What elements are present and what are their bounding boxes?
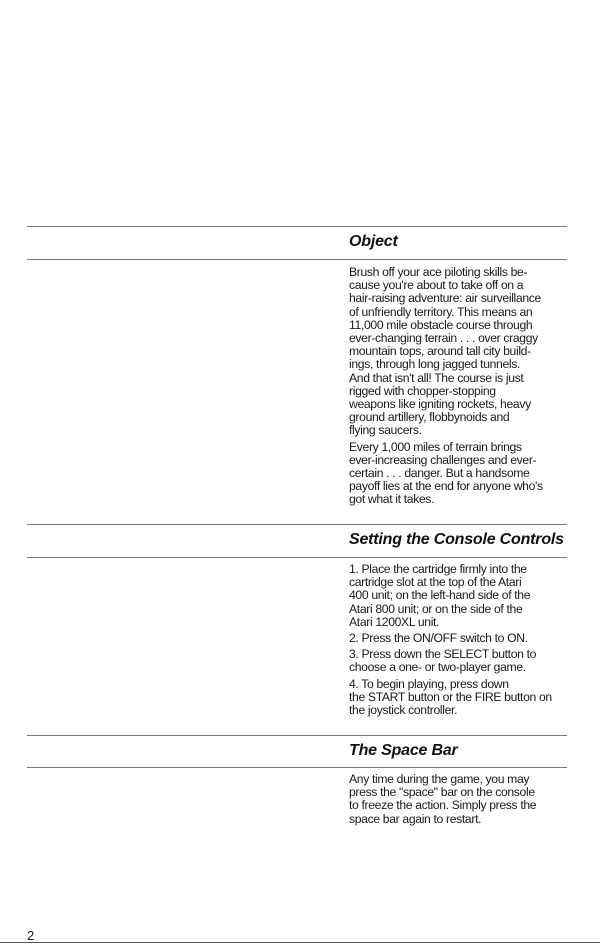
section-rule-bottom (27, 767, 567, 768)
text-line: Any time during the game, you may (349, 772, 530, 786)
text-line: 2. Press the ON/OFF switch to ON. (349, 631, 528, 646)
text-line: got what it takes. (349, 492, 435, 507)
text-line: And that isn't all! The course is just (349, 370, 524, 385)
text-line: choose a one- or two-player game. (349, 660, 526, 675)
text-line: 4. To begin playing, press down (349, 676, 509, 691)
text-line: mountain tops, around tall city build- (349, 344, 531, 359)
text-line: space bar again to restart. (349, 811, 482, 826)
text-line: 11,000 mile obstacle course through (349, 317, 533, 332)
section-rule-bottom (27, 557, 567, 558)
text-line: of unfriendly territory. This means an (349, 304, 533, 319)
page-bottom-rule (0, 942, 600, 943)
paragraph (349, 441, 575, 507)
text-line: flying saucers. (349, 423, 422, 438)
list-item (349, 563, 575, 629)
section-heading-space-bar: The Space Bar (349, 742, 458, 759)
text-line: 1. Place the cartridge firmly into the (349, 562, 527, 576)
list-item (349, 632, 575, 645)
page-number: 2 (27, 928, 35, 943)
section-body-object (349, 266, 575, 507)
list-item (349, 648, 575, 674)
section-rule-top (27, 524, 567, 525)
section-heading-console-controls: Setting the Console Controls (349, 531, 564, 548)
text-line: ground artillery, flobbynoids and (349, 410, 510, 425)
paragraph (349, 773, 575, 826)
section-rule-bottom (27, 259, 567, 260)
section-rule-top (27, 735, 567, 736)
text-line: the joystick controller. (349, 703, 458, 718)
text-line: hair-raising adventure: air surveillance (349, 291, 541, 306)
text-line: the START button or the FIRE button on (349, 689, 552, 704)
section-body-console-controls (349, 563, 575, 717)
section-rule-top (27, 226, 567, 227)
text-line: Atari 800 unit; or on the side of the (349, 601, 523, 616)
text-line: Every 1,000 miles of terrain brings (349, 439, 522, 454)
list-item (349, 678, 575, 718)
text-line: ever-changing terrain . . . over craggy (349, 331, 538, 346)
text-line: certain . . . danger. But a handsome (349, 466, 530, 481)
text-line: ings, through long jagged tunnels. (349, 357, 521, 372)
text-line: ever-increasing challenges and ever- (349, 452, 537, 467)
text-line: weapons like igniting rockets, heavy (349, 397, 531, 412)
paragraph (349, 266, 575, 438)
text-line: 3. Press down the SELECT button to (349, 647, 537, 662)
text-line: 400 unit; on the left-hand side of the (349, 588, 531, 603)
text-line: payoff lies at the end for anyone who's (349, 479, 543, 494)
text-line: press the "space" bar on the console (349, 785, 535, 800)
text-line: Atari 1200XL unit. (349, 614, 440, 629)
section-body-space-bar (349, 773, 575, 826)
text-line: rigged with chopper-stopping (349, 383, 496, 398)
text-line: to freeze the action. Simply press the (349, 798, 537, 813)
text-line: cause you're about to take off on a (349, 278, 524, 293)
text-line: cartridge slot at the top of the Atari (349, 575, 522, 590)
text-line: Brush off your ace piloting skills be- (349, 265, 528, 279)
section-heading-object: Object (349, 233, 398, 250)
